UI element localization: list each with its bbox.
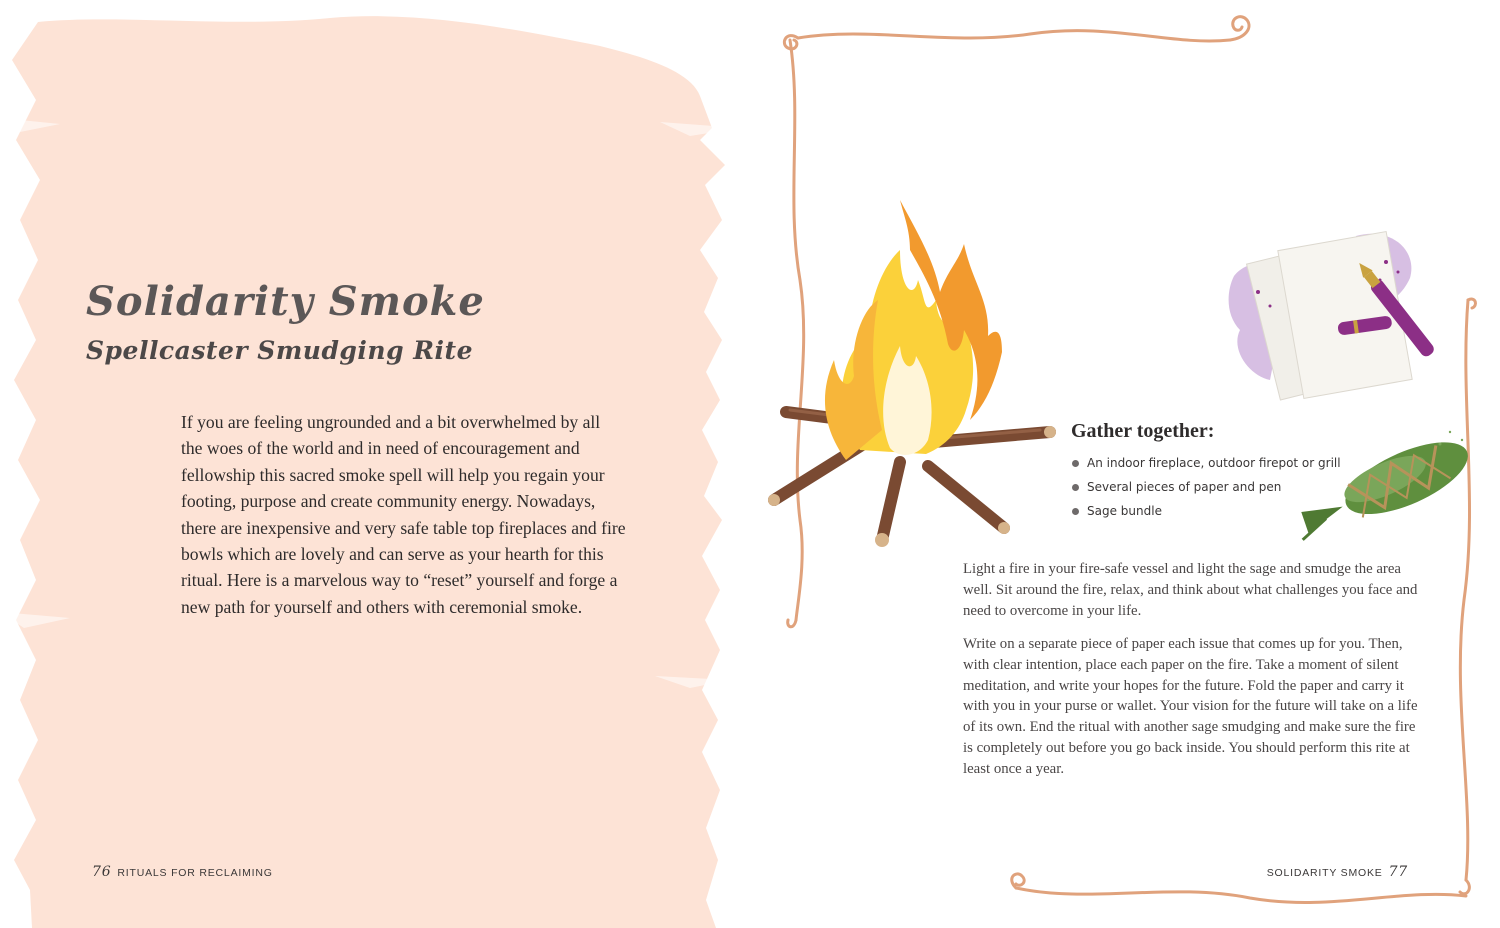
instructions-paragraph-2: Write on a separate piece of paper each issue that comes up for you. Then, with clear intention, place each paper on the fire. Take a moment of silent meditation, and write your hopes for the future. Fold the paper and carry it with you in your purse or wallet. Your vision for the future will take on a life of its own. End the ritual with another sage smudging and make sure the fire is completely out before you go back inside. You should perform this rite at least once a year. xyxy=(963,635,1418,778)
bullet-dot-icon xyxy=(1072,508,1079,515)
gather-list xyxy=(1072,451,1341,523)
list-item xyxy=(1072,475,1341,499)
page-title: Solidarity Smoke xyxy=(86,278,485,325)
list-item-text: An indoor fireplace, outdoor firepot or grill xyxy=(1087,456,1341,470)
right-page xyxy=(750,0,1500,928)
gather-heading: Gather together: xyxy=(1071,420,1215,442)
list-item xyxy=(1072,499,1341,523)
running-head-right: SOLIDARITY SMOKE xyxy=(1266,867,1383,879)
instructions-body xyxy=(963,559,1423,792)
list-item-text: Sage bundle xyxy=(1087,504,1162,518)
bullet-dot-icon xyxy=(1072,460,1079,467)
bullet-dot-icon xyxy=(1072,484,1079,491)
folio-right xyxy=(1267,864,1414,880)
intro-text: If you are feeling ungrounded and a bit overwhelmed by all the woes of the world and in need of encouragement and fellowship this sacred smoke spell will help you regain your footing, purpose and create community energy. Nowadays, there are inexpensive and very safe table top fireplaces and fire bowls which are lovely and can serve as your hearth for this ritual. Here is a marvelous way to “reset” yourself and forge a new path for yourself and others with ceremonial smoke. xyxy=(181,412,626,617)
intro-paragraph xyxy=(181,409,626,620)
list-item xyxy=(1072,451,1341,475)
folio-left xyxy=(86,864,273,880)
page-number-right: 77 xyxy=(1388,864,1408,880)
page-number-left: 76 xyxy=(92,864,112,880)
page-subtitle: Spellcaster Smudging Rite xyxy=(86,336,473,365)
instructions-paragraph-1: Light a fire in your fire-safe vessel and light the sage and smudge the area well. Sit around the fire, relax, and think about what challenges you face and need to overcome in your life. xyxy=(963,561,1418,619)
list-item-text: Several pieces of paper and pen xyxy=(1087,480,1282,494)
running-head-left: RITUALS FOR RECLAIMING xyxy=(117,867,273,879)
